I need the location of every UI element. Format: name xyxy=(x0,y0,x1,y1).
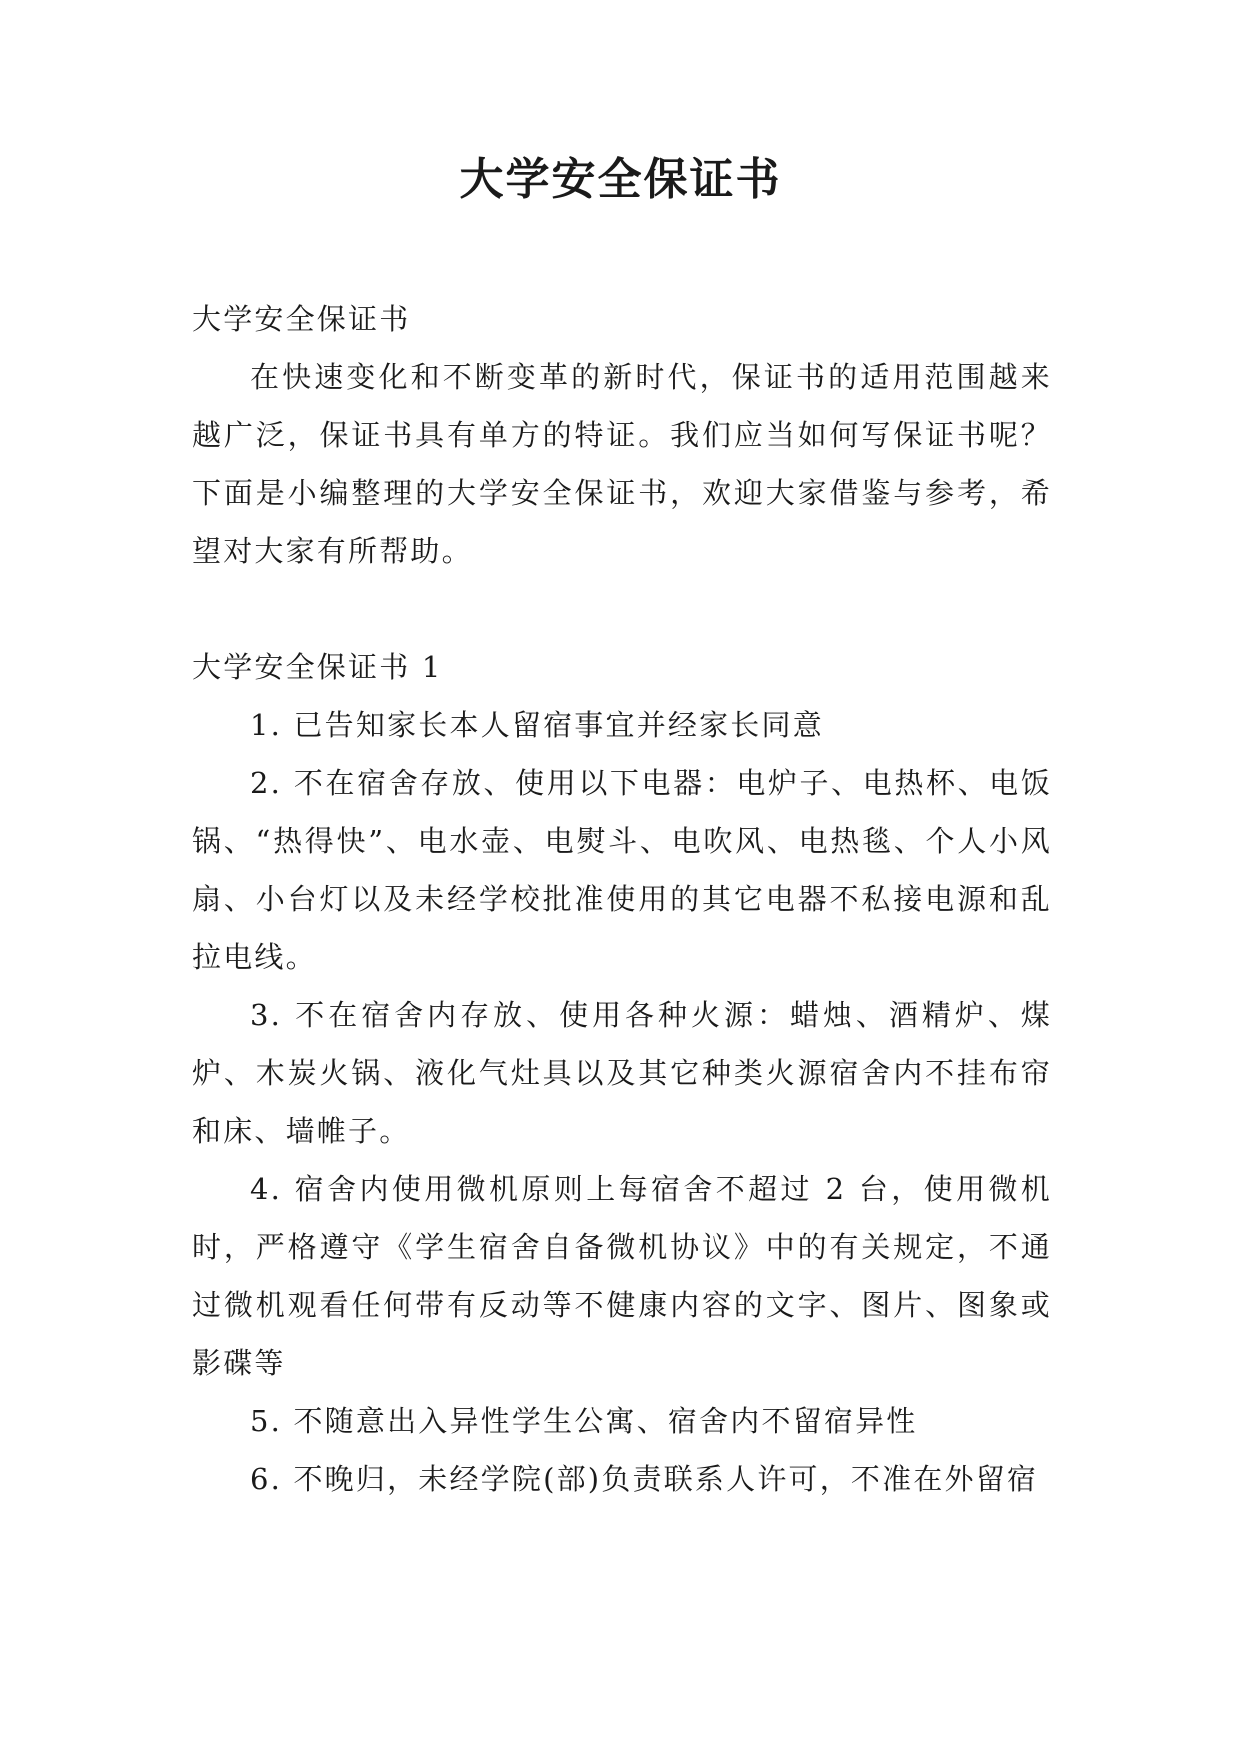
section-heading: 大学安全保证书 1 xyxy=(192,650,443,684)
list-item: 5. 不随意出入异性学生公寓、宿舍内不留宿异性 xyxy=(250,1404,918,1438)
list-item: 2. 不在宿舍存放、使用以下电器：电炉子、电热杯、电饭锅、“热得快”、电水壶、电熨斗、电吹风、电热毯、个人小风扇、小台灯以及未经学校批准使用的其它电器不私接电源和乱拉电线。 xyxy=(192,766,1052,974)
document-title: 大学安全保证书 xyxy=(459,154,782,205)
list-item: 6. 不晚归，未经学院(部)负责联系人许可，不准在外留宿 xyxy=(250,1462,1039,1496)
list-item: 4. 宿舍内使用微机原则上每宿舍不超过 2 台，使用微机时，严格遵守《学生宿舍自备微机协议》中的有关规定，不通过微机观看任何带有反动等不健康内容的文字、图片、图象或影碟等 xyxy=(192,1172,1052,1380)
list-item: 3. 不在宿舍内存放、使用各种火源：蜡烛、酒精炉、煤炉、木炭火锅、液化气灶具以及其它种类火源宿舍内不挂布帘和床、墙帷子。 xyxy=(192,998,1052,1148)
intro-heading: 大学安全保证书 xyxy=(192,302,411,336)
list-item: 1. 已告知家长本人留宿事宜并经家长同意 xyxy=(250,708,824,742)
intro-paragraph: 在快速变化和不断变革的新时代，保证书的适用范围越来越广泛，保证书具有单方的特证。我们应当如何写保证书呢？下面是小编整理的大学安全保证书，欢迎大家借鉴与参考，希望对大家有所帮助。 xyxy=(192,360,1052,568)
document-body xyxy=(192,290,1052,1508)
